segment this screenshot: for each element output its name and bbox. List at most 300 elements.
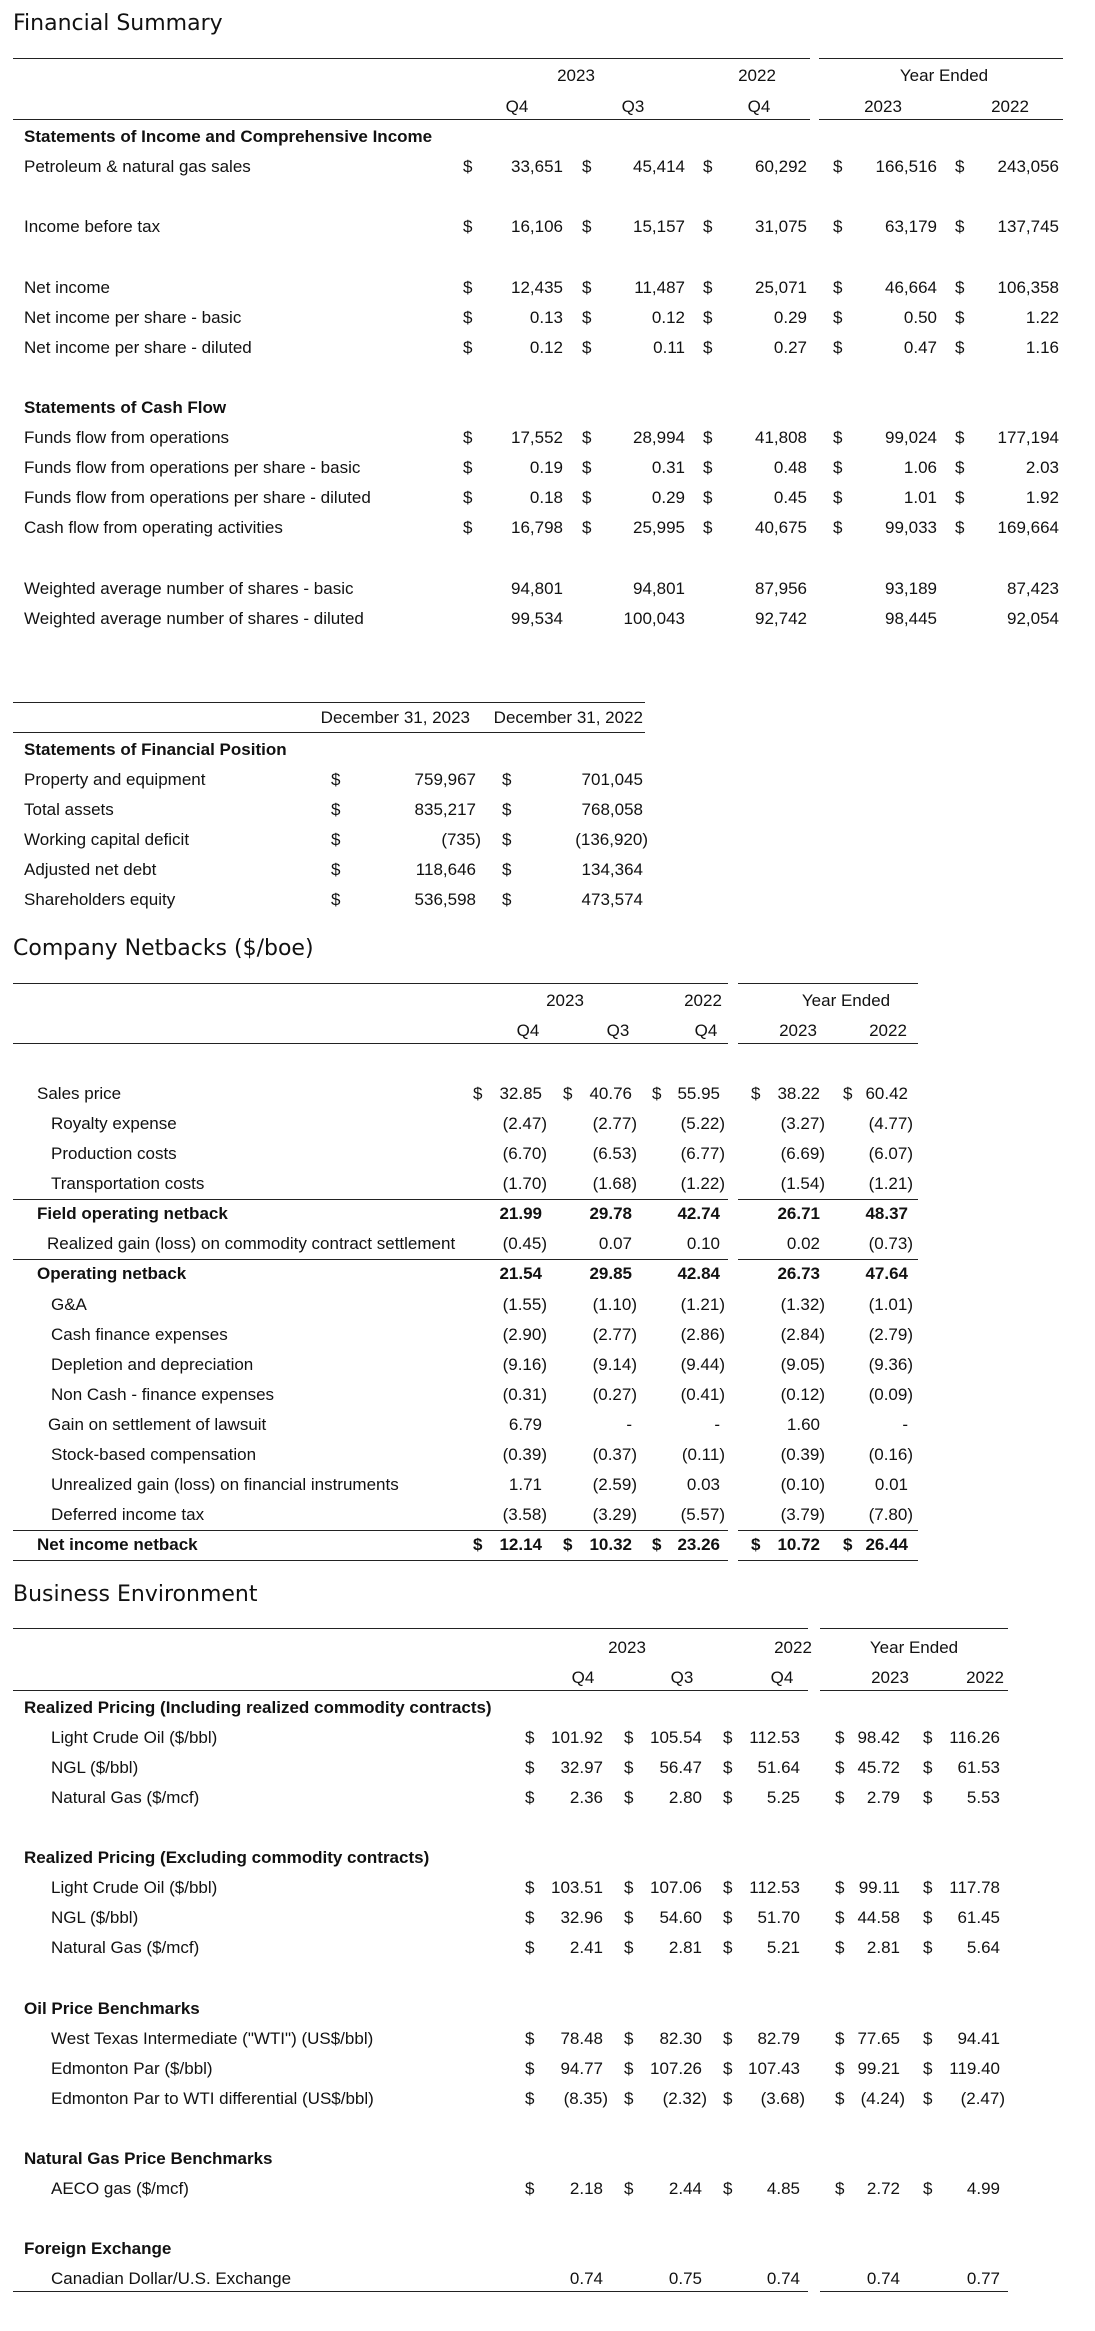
header-group-label: 2023: [546, 991, 584, 1010]
header-bottom-rule: [738, 1043, 918, 1044]
value-cell: 0.74: [569, 2268, 603, 2288]
dollar-sign: $: [463, 307, 473, 327]
dollar-sign: $: [331, 890, 341, 909]
dollar-sign: $: [955, 337, 965, 357]
row-label: AECO gas ($/mcf): [51, 2178, 189, 2198]
value-cell: 0.50: [903, 307, 937, 327]
row-label: Income before tax: [24, 217, 161, 237]
value-cell: 112.53: [749, 1728, 800, 1748]
value-cell: 17,552: [511, 428, 563, 447]
header-group-label: Year Ended: [869, 1638, 959, 1657]
value-cell: (9.16): [502, 1354, 547, 1374]
section-heading: Natural Gas Price Benchmarks: [24, 2148, 273, 2168]
value-cell: (1.32): [780, 1294, 825, 1314]
dollar-sign: $: [751, 1084, 761, 1104]
dollar-sign: $: [652, 1084, 662, 1104]
value-cell: 42.84: [677, 1264, 720, 1284]
dollar-sign: $: [582, 518, 592, 538]
row-label: Total assets: [24, 800, 114, 819]
value-cell: 5.53: [966, 1788, 1000, 1808]
value-cell: (0.41): [680, 1384, 725, 1404]
section-heading: Statements of Cash Flow: [24, 397, 227, 417]
dollar-sign: $: [923, 2178, 933, 2198]
value-cell: 31,075: [755, 217, 807, 237]
value-cell: 0.31: [651, 458, 685, 478]
value-cell: 0.01: [874, 1474, 908, 1494]
value-cell: 5.21: [766, 1938, 800, 1958]
value-cell: (0.27): [592, 1384, 637, 1404]
dollar-sign: $: [723, 1788, 733, 1808]
dollar-sign: $: [923, 1758, 933, 1778]
header-column-label: Q4: [505, 97, 529, 116]
row-rule: [13, 1560, 728, 1561]
value-cell: 29.78: [589, 1204, 632, 1224]
value-cell: 106,358: [997, 277, 1059, 297]
dollar-sign: $: [624, 1728, 634, 1748]
header-bottom-rule: [13, 1690, 808, 1691]
value-cell: (0.12): [780, 1384, 825, 1404]
value-cell: 0.75: [668, 2268, 702, 2288]
header-bottom-rule: [13, 732, 645, 733]
header-group-label: 2023: [557, 66, 595, 85]
value-cell: (0.11): [681, 1444, 725, 1464]
dollar-sign: $: [582, 277, 592, 297]
dollar-sign: $: [835, 1728, 845, 1748]
value-cell: (8.35): [563, 2088, 608, 2108]
dollar-sign: $: [331, 770, 341, 789]
dollar-sign: $: [463, 217, 473, 237]
dollar-sign: $: [955, 428, 965, 447]
row-label: Non Cash - finance expenses: [51, 1384, 275, 1404]
value-cell: 101.92: [551, 1728, 603, 1748]
header-top-rule: [13, 58, 810, 59]
dollar-sign: $: [624, 2088, 634, 2108]
row-label: Funds flow from operations per share - basic: [24, 458, 361, 478]
dollar-sign: $: [703, 337, 713, 357]
value-cell: 2.18: [569, 2178, 603, 2198]
dollar-sign: $: [833, 157, 843, 177]
dollar-sign: $: [624, 2058, 634, 2078]
value-cell: 2.72: [866, 2178, 900, 2198]
dollar-sign: $: [703, 428, 713, 447]
value-cell: 16,106: [511, 217, 563, 237]
value-cell: 243,056: [997, 157, 1059, 177]
header-bottom-rule: [819, 119, 1063, 120]
header-group-label: 2022: [738, 66, 776, 85]
section-heading: Oil Price Benchmarks: [24, 1998, 200, 2018]
value-cell: (1.22): [680, 1174, 725, 1194]
value-cell: (2.86): [680, 1324, 725, 1344]
dollar-sign: $: [525, 1908, 535, 1928]
dollar-sign: $: [525, 1728, 535, 1748]
dollar-sign: $: [624, 1938, 634, 1958]
section-heading: Foreign Exchange: [24, 2238, 172, 2258]
dollar-sign: $: [723, 2058, 733, 2078]
value-cell: 701,045: [581, 770, 643, 789]
dollar-sign: $: [463, 428, 473, 447]
value-cell: (6.70): [502, 1144, 547, 1164]
row-label: Unrealized gain (loss) on financial instruments: [51, 1474, 399, 1494]
value-cell: 56.47: [659, 1758, 702, 1778]
value-cell: 536,598: [414, 890, 476, 909]
value-cell: (6.69): [780, 1144, 825, 1164]
dollar-sign: $: [473, 1084, 483, 1104]
dollar-sign: $: [463, 277, 473, 297]
value-cell: 38.22: [777, 1084, 820, 1104]
dollar-sign: $: [703, 307, 713, 327]
section-heading: Statements of Financial Position: [24, 740, 287, 759]
value-cell: 29.85: [589, 1264, 632, 1284]
value-cell: (5.22): [680, 1114, 725, 1134]
row-label: Cash finance expenses: [51, 1324, 228, 1344]
row-label: Shareholders equity: [24, 890, 176, 909]
value-cell: 23.26: [677, 1535, 720, 1555]
value-cell: 1.71: [508, 1474, 542, 1494]
value-cell: 117.78: [949, 1878, 1000, 1898]
dollar-sign: $: [463, 337, 473, 357]
value-cell: (2.77): [592, 1114, 637, 1134]
row-label: Natural Gas ($/mcf): [51, 1788, 200, 1808]
value-cell: 98.42: [857, 1728, 900, 1748]
value-cell: 0.18: [529, 488, 563, 508]
value-cell: 1.92: [1025, 488, 1059, 508]
header-column-label: December 31, 2022: [493, 708, 643, 727]
value-cell: 112.53: [749, 1878, 800, 1898]
value-cell: (0.37): [592, 1444, 637, 1464]
value-cell: 4.85: [766, 2178, 800, 2198]
value-cell: 1.01: [903, 488, 937, 508]
value-cell: (3.79): [780, 1505, 825, 1525]
value-cell: 2.41: [569, 1938, 603, 1958]
row-label: Petroleum & natural gas sales: [24, 157, 251, 177]
value-cell: 98,445: [885, 608, 937, 628]
header-column-label: 2022: [991, 97, 1029, 116]
dollar-sign: $: [843, 1084, 853, 1104]
row-label: Cash flow from operating activities: [24, 518, 283, 538]
value-cell: 21.99: [499, 1204, 542, 1224]
value-cell: 16,798: [511, 518, 563, 538]
dollar-sign: $: [525, 1878, 535, 1898]
value-cell: 0.74: [766, 2268, 800, 2288]
dollar-sign: $: [833, 277, 843, 297]
header-column-label: Q4: [770, 1668, 794, 1687]
value-cell: 33,651: [511, 157, 563, 177]
value-cell: 0.02: [786, 1234, 820, 1254]
dollar-sign: $: [624, 2028, 634, 2048]
value-cell: (3.27): [780, 1114, 825, 1134]
value-cell: 169,664: [997, 518, 1059, 538]
value-cell: 92,742: [755, 608, 807, 628]
row-label: Net income netback: [37, 1535, 198, 1555]
value-cell: 2.81: [668, 1938, 702, 1958]
value-cell: 0.12: [651, 307, 685, 327]
value-cell: 10.32: [589, 1535, 632, 1555]
dollar-sign: $: [463, 518, 473, 538]
row-label: Adjusted net debt: [24, 860, 157, 879]
value-cell: (2.32): [662, 2088, 707, 2108]
dollar-sign: $: [923, 1728, 933, 1748]
value-cell: 2.03: [1025, 458, 1059, 478]
value-cell: (2.84): [780, 1324, 825, 1344]
value-cell: 0.29: [773, 307, 807, 327]
dollar-sign: $: [723, 1908, 733, 1928]
value-cell: 61.53: [957, 1758, 1000, 1778]
value-cell: 0.03: [686, 1474, 720, 1494]
row-label: Stock-based compensation: [51, 1444, 257, 1464]
value-cell: 48.37: [865, 1204, 908, 1224]
value-cell: 835,217: [414, 800, 476, 819]
dollar-sign: $: [923, 1788, 933, 1808]
header-bottom-rule: [13, 1043, 728, 1044]
dollar-sign: $: [703, 518, 713, 538]
value-cell: 55.95: [677, 1084, 720, 1104]
dollar-sign: $: [751, 1535, 761, 1555]
value-cell: (5.57): [680, 1505, 725, 1525]
row-rule: [738, 1199, 918, 1200]
row-rule: [13, 1259, 728, 1260]
dollar-sign: $: [525, 1758, 535, 1778]
value-cell: (0.10): [780, 1474, 825, 1494]
value-cell: (0.73): [868, 1234, 913, 1254]
row-label: Natural Gas ($/mcf): [51, 1938, 200, 1958]
dollar-sign: $: [955, 157, 965, 177]
row-rule: [13, 1530, 728, 1531]
value-cell: (4.77): [868, 1114, 913, 1134]
header-top-rule: [819, 58, 1063, 59]
row-label: Production costs: [51, 1144, 177, 1164]
value-cell: 93,189: [885, 578, 937, 598]
value-cell: (136,920): [575, 830, 648, 849]
dollar-sign: $: [923, 1908, 933, 1928]
dollar-sign: $: [652, 1535, 662, 1555]
dollar-sign: $: [582, 157, 592, 177]
value-cell: 25,071: [755, 277, 807, 297]
value-cell: 63,179: [885, 217, 937, 237]
dollar-sign: $: [463, 488, 473, 508]
value-cell: (1.70): [502, 1174, 547, 1194]
dollar-sign: $: [624, 2178, 634, 2198]
header-column-label: Q3: [621, 97, 645, 116]
dollar-sign: $: [955, 458, 965, 478]
dollar-sign: $: [723, 1728, 733, 1748]
value-cell: 77.65: [857, 2028, 900, 2048]
dollar-sign: $: [582, 488, 592, 508]
value-cell: 759,967: [414, 770, 476, 789]
dollar-sign: $: [582, 428, 592, 447]
value-cell: (735): [441, 830, 481, 849]
row-label: Funds flow from operations per share - diluted: [24, 488, 371, 508]
value-cell: 51.64: [757, 1758, 800, 1778]
value-cell: 5.25: [766, 1788, 800, 1808]
value-cell: 2.36: [569, 1788, 603, 1808]
header-top-rule: [820, 1628, 1008, 1629]
row-label: Net income per share - basic: [24, 307, 242, 327]
value-cell: 0.74: [866, 2268, 900, 2288]
row-label: G&A: [51, 1294, 87, 1314]
value-cell: 61.45: [957, 1908, 1000, 1928]
dollar-sign: $: [624, 1788, 634, 1808]
value-cell: 11,487: [634, 277, 685, 297]
dollar-sign: $: [833, 217, 843, 237]
row-label: Funds flow from operations: [24, 428, 230, 447]
value-cell: 12.14: [499, 1535, 542, 1555]
dollar-sign: $: [833, 307, 843, 327]
header-group-label: Year Ended: [801, 991, 891, 1010]
value-cell: 82.79: [757, 2028, 800, 2048]
value-cell: 87,423: [1007, 578, 1059, 598]
dollar-sign: $: [955, 518, 965, 538]
dollar-sign: $: [703, 217, 713, 237]
value-cell: 44.58: [857, 1908, 900, 1928]
value-cell: -: [626, 1414, 632, 1434]
value-cell: 40,675: [755, 518, 807, 538]
value-cell: (1.21): [680, 1294, 725, 1314]
value-cell: 26.73: [777, 1264, 820, 1284]
dollar-sign: $: [835, 1908, 845, 1928]
value-cell: 94.77: [560, 2058, 603, 2078]
section-heading: Realized Pricing (Including realized commodity contracts): [24, 1698, 492, 1717]
netbacks-title: Company Netbacks ($/boe): [13, 936, 314, 961]
value-cell: 1.06: [903, 458, 937, 478]
value-cell: 1.16: [1025, 337, 1059, 357]
value-cell: 32.85: [499, 1084, 542, 1104]
value-cell: 768,058: [581, 800, 643, 819]
value-cell: 99.11: [858, 1878, 900, 1898]
dollar-sign: $: [723, 2028, 733, 2048]
value-cell: (9.05): [780, 1354, 825, 1374]
dollar-sign: $: [703, 277, 713, 297]
dollar-sign: $: [723, 1878, 733, 1898]
value-cell: 107.06: [650, 1878, 702, 1898]
value-cell: 0.48: [773, 458, 807, 478]
value-cell: 41,808: [755, 428, 807, 447]
row-label: Field operating netback: [37, 1204, 228, 1224]
dollar-sign: $: [582, 458, 592, 478]
row-label: NGL ($/bbl): [51, 1908, 139, 1928]
dollar-sign: $: [723, 2088, 733, 2108]
dollar-sign: $: [723, 2178, 733, 2198]
value-cell: 21.54: [499, 1264, 542, 1284]
row-label: Weighted average number of shares - diluted: [24, 608, 364, 628]
value-cell: 28,994: [633, 428, 685, 447]
value-cell: 137,745: [997, 217, 1059, 237]
value-cell: (2.47): [502, 1114, 547, 1134]
value-cell: 0.29: [651, 488, 685, 508]
dollar-sign: $: [473, 1535, 483, 1555]
value-cell: 10.72: [777, 1535, 820, 1555]
row-label: NGL ($/bbl): [51, 1758, 139, 1778]
row-label: Edmonton Par to WTI differential (US$/bbl): [51, 2088, 374, 2108]
value-cell: 0.77: [966, 2268, 1000, 2288]
dollar-sign: $: [624, 1908, 634, 1928]
dollar-sign: $: [463, 157, 473, 177]
dollar-sign: $: [582, 217, 592, 237]
header-column-label: 2023: [779, 1021, 817, 1040]
row-label: Gain on settlement of lawsuit: [48, 1414, 267, 1434]
value-cell: 40.76: [589, 1084, 632, 1104]
value-cell: 166,516: [875, 157, 937, 177]
section-heading: Statements of Income and Comprehensive Income: [24, 127, 433, 146]
row-label: Light Crude Oil ($/bbl): [51, 1878, 218, 1898]
value-cell: 116.26: [949, 1728, 1000, 1748]
dollar-sign: $: [582, 307, 592, 327]
header-column-label: 2022: [966, 1668, 1004, 1687]
dollar-sign: $: [463, 458, 473, 478]
dollar-sign: $: [525, 2058, 535, 2078]
value-cell: (6.77): [680, 1144, 725, 1164]
row-label: Deferred income tax: [51, 1505, 205, 1525]
value-cell: 32.96: [560, 1908, 603, 1928]
value-cell: (1.55): [502, 1294, 547, 1314]
dollar-sign: $: [502, 830, 512, 849]
header-bottom-rule: [13, 119, 810, 120]
dollar-sign: $: [703, 157, 713, 177]
value-cell: (4.24): [860, 2088, 905, 2108]
dollar-sign: $: [563, 1535, 573, 1555]
row-label: Realized gain (loss) on commodity contract settlement: [47, 1234, 456, 1254]
header-column-label: December 31, 2023: [320, 708, 470, 727]
value-cell: 42.74: [677, 1204, 720, 1224]
dollar-sign: $: [955, 277, 965, 297]
row-label: West Texas Intermediate ("WTI") (US$/bbl): [51, 2028, 374, 2048]
value-cell: 0.12: [529, 337, 563, 357]
dollar-sign: $: [955, 488, 965, 508]
header-bottom-rule: [820, 1690, 1008, 1691]
value-cell: 25,995: [633, 518, 685, 538]
value-cell: (0.39): [502, 1444, 547, 1464]
dollar-sign: $: [835, 1938, 845, 1958]
value-cell: (2.90): [502, 1324, 547, 1344]
value-cell: (1.54): [780, 1174, 825, 1194]
value-cell: (1.68): [592, 1174, 637, 1194]
value-cell: (3.58): [502, 1505, 547, 1525]
value-cell: 12,435: [511, 277, 563, 297]
dollar-sign: $: [833, 518, 843, 538]
dollar-sign: $: [502, 860, 512, 879]
value-cell: 78.48: [560, 2028, 603, 2048]
dollar-sign: $: [835, 1788, 845, 1808]
value-cell: 94,801: [633, 578, 685, 598]
dollar-sign: $: [835, 1878, 845, 1898]
value-cell: (2.79): [868, 1324, 913, 1344]
value-cell: 15,157: [633, 217, 685, 237]
row-label: Transportation costs: [51, 1174, 205, 1194]
business-environment-title: Business Environment: [13, 1582, 258, 1607]
value-cell: 60.42: [865, 1084, 908, 1104]
section-heading: Realized Pricing (Excluding commodity contracts): [24, 1848, 430, 1868]
dollar-sign: $: [331, 860, 341, 879]
row-rule: [13, 1199, 728, 1200]
dollar-sign: $: [923, 1938, 933, 1958]
row-rule: [820, 2291, 1008, 2292]
value-cell: (0.16): [868, 1444, 913, 1464]
header-column-label: Q4: [747, 97, 771, 116]
value-cell: -: [714, 1414, 720, 1434]
header-column-label: Q4: [571, 1668, 595, 1687]
value-cell: 2.81: [866, 1938, 900, 1958]
dollar-sign: $: [843, 1535, 853, 1555]
value-cell: 92,054: [1007, 608, 1059, 628]
value-cell: 26.71: [777, 1204, 820, 1224]
value-cell: 2.80: [668, 1788, 702, 1808]
value-cell: -: [902, 1414, 908, 1434]
header-top-rule: [13, 983, 728, 984]
value-cell: (9.44): [680, 1354, 725, 1374]
value-cell: (0.45): [502, 1234, 547, 1254]
header-group-label: 2022: [684, 991, 722, 1010]
value-cell: 99.21: [857, 2058, 900, 2078]
header-group-label: 2022: [774, 1638, 812, 1657]
